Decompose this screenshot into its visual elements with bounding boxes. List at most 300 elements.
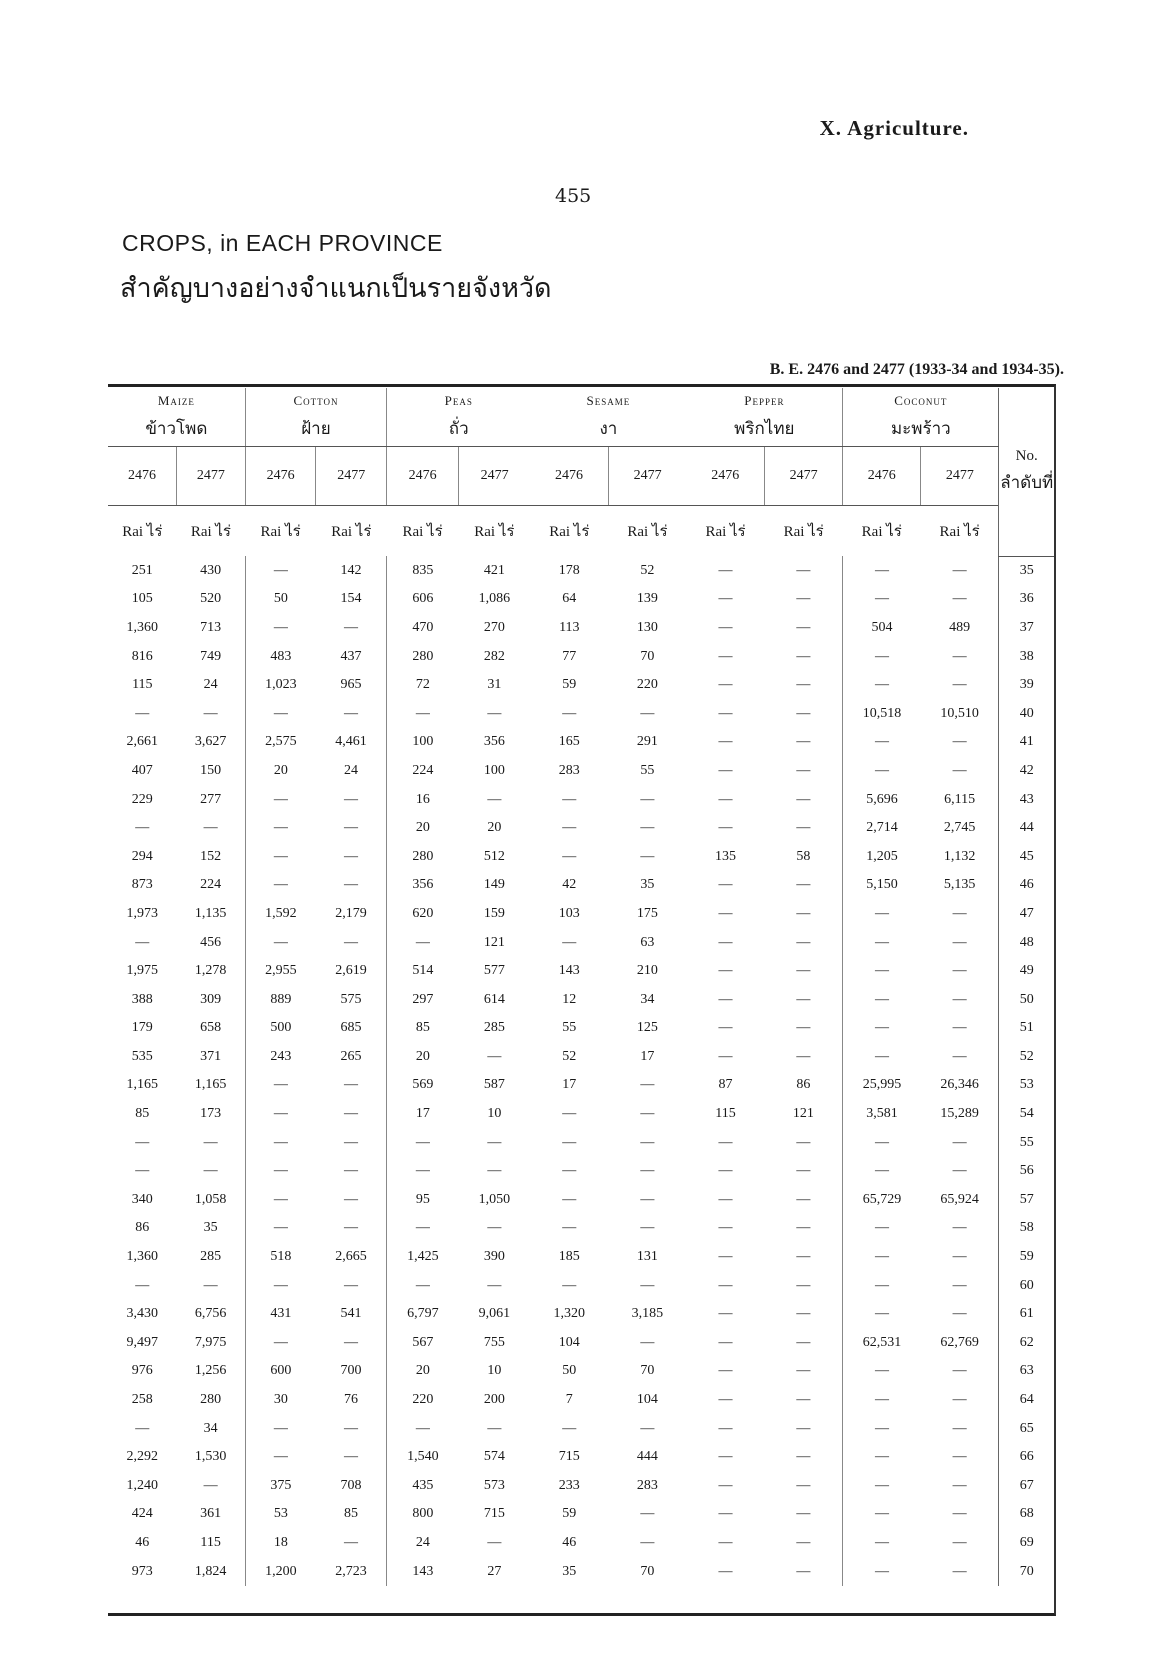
table-cell: 294: [131, 848, 153, 864]
table-cell: —: [718, 1392, 733, 1408]
table-cell: 52: [562, 1048, 577, 1064]
table-row: [108, 1386, 1054, 1415]
table-cell: —: [387, 928, 459, 957]
table-cell: —: [718, 1220, 733, 1236]
table-cell: —: [952, 1020, 967, 1036]
table-cell: 95: [387, 1186, 459, 1215]
table-cell: —: [718, 591, 733, 607]
row-number-cell: 64: [999, 1386, 1054, 1415]
table-cell: 12: [562, 991, 577, 1007]
table-cell: 85: [387, 1014, 459, 1043]
table-cell: 46: [135, 1534, 150, 1550]
table-cell: 77: [562, 648, 577, 664]
table-row: [108, 556, 1054, 585]
page-number: 455: [555, 185, 592, 207]
table-cell: —: [796, 791, 811, 807]
table-cell: —: [843, 642, 921, 671]
table-cell: —: [245, 842, 316, 871]
table-cell: —: [203, 1134, 218, 1150]
table-cell: —: [203, 1277, 218, 1293]
table-cell: 407: [131, 762, 153, 778]
table-cell: —: [718, 1420, 733, 1436]
table-cell: 535: [131, 1048, 153, 1064]
table-cell: —: [718, 1277, 733, 1293]
crop-header-pepper: [686, 388, 842, 447]
table-cell: —: [796, 1048, 811, 1064]
table-cell: 16: [387, 785, 459, 814]
table-cell: 72: [387, 671, 459, 700]
table-cell: —: [952, 734, 967, 750]
table-cell: 103: [558, 905, 580, 921]
table-cell: 285: [200, 1249, 222, 1265]
table-cell: 500: [245, 1014, 316, 1043]
table-row: [108, 1243, 1054, 1272]
row-number-cell: 47: [999, 900, 1054, 929]
table-cell: —: [344, 1163, 359, 1179]
row-number-cell: 36: [999, 585, 1054, 614]
crop-name-th: ข้าวโพด: [145, 418, 208, 439]
table-cell: 283: [636, 1477, 658, 1493]
table-cell: 1,278: [194, 963, 227, 979]
table-cell: —: [952, 1534, 967, 1550]
table-cell: —: [344, 705, 359, 721]
table-row: [108, 1357, 1054, 1386]
unit-header-cell: Rai ไร่: [122, 524, 163, 540]
table-cell: —: [796, 877, 811, 893]
table-row: [108, 871, 1054, 900]
table-cell: —: [245, 1329, 316, 1358]
year-range: B. E. 2476 and 2477 (1933-34 and 1934-35).: [769, 361, 1064, 378]
table-cell: —: [344, 934, 359, 950]
table-cell: 30: [245, 1386, 316, 1415]
table-cell: —: [640, 1420, 655, 1436]
table-cell: 159: [483, 905, 505, 921]
table-cell: 835: [387, 556, 459, 585]
table-cell: 24: [387, 1529, 459, 1558]
table-cell: 575: [340, 991, 362, 1007]
table-cell: 104: [558, 1334, 580, 1350]
table-cell: —: [718, 934, 733, 950]
table-cell: —: [796, 1420, 811, 1436]
table-cell: 34: [640, 991, 655, 1007]
table-cell: 135: [715, 848, 737, 864]
table-cell: 173: [200, 1106, 222, 1122]
table-cell: 3,430: [126, 1306, 159, 1322]
table-cell: —: [135, 705, 150, 721]
table-cell: —: [796, 1220, 811, 1236]
table-cell: —: [487, 1420, 502, 1436]
crop-name-th: ฝ้าย: [301, 418, 331, 439]
table-cell: —: [562, 848, 577, 864]
table-cell: 63: [640, 934, 655, 950]
table-cell: —: [718, 562, 733, 578]
table-cell: —: [952, 762, 967, 778]
table-row: [108, 1300, 1054, 1329]
table-cell: —: [843, 728, 921, 757]
crop-name-th: ถั่ว: [448, 418, 469, 439]
unit-header-cell: Rai ไร่: [705, 524, 746, 540]
table-cell: —: [245, 1271, 316, 1300]
table-cell: 62,531: [843, 1329, 921, 1358]
table-cell: —: [135, 1134, 150, 1150]
row-number-cell: 58: [999, 1214, 1054, 1243]
unit-header-cell: Rai ไร่: [939, 524, 980, 540]
year-header-cell: 2477: [458, 447, 530, 506]
table-cell: 816: [131, 648, 153, 664]
crop-header-maize: [108, 388, 245, 447]
table-cell: —: [203, 1163, 218, 1179]
table-cell: —: [796, 562, 811, 578]
table-cell: 105: [131, 591, 153, 607]
table-cell: 125: [636, 1020, 658, 1036]
crop-name-en: Peas: [444, 392, 473, 408]
table-cell: —: [843, 585, 921, 614]
table-cell: —: [135, 934, 150, 950]
row-number-cell: 62: [999, 1329, 1054, 1358]
table-cell: —: [952, 1420, 967, 1436]
table-cell: —: [718, 820, 733, 836]
year-header-cell: 2477: [608, 447, 686, 506]
table-row: [108, 1186, 1054, 1215]
table-cell: 658: [200, 1020, 222, 1036]
crop-header-peas: [387, 388, 531, 447]
table-cell: —: [562, 1106, 577, 1122]
table-cell: 444: [636, 1449, 658, 1465]
table-cell: 2,955: [245, 957, 316, 986]
table-cell: 113: [559, 619, 580, 635]
table-cell: 139: [636, 591, 658, 607]
row-number-cell: 56: [999, 1157, 1054, 1186]
table-cell: —: [640, 820, 655, 836]
table-cell: 1,165: [194, 1077, 227, 1093]
table-cell: —: [640, 1534, 655, 1550]
table-cell: 149: [483, 877, 505, 893]
table-cell: 87: [718, 1077, 733, 1093]
row-number-cell: 37: [999, 614, 1054, 643]
table-cell: 86: [796, 1077, 811, 1093]
table-cell: 574: [483, 1449, 505, 1465]
table-cell: —: [245, 556, 316, 585]
table-cell: —: [718, 877, 733, 893]
table-cell: 388: [131, 991, 153, 1007]
table-cell: —: [562, 1191, 577, 1207]
year-header-cell: 2476: [108, 447, 177, 506]
table-cell: —: [344, 1220, 359, 1236]
table-cell: —: [344, 1134, 359, 1150]
table-cell: 800: [387, 1500, 459, 1529]
table-cell: 371: [200, 1048, 222, 1064]
table-cell: —: [796, 1363, 811, 1379]
table-cell: 309: [200, 991, 222, 1007]
table-cell: 42: [562, 877, 577, 893]
table-cell: 2,292: [126, 1449, 159, 1465]
table-row: [108, 1500, 1054, 1529]
table-cell: 115: [715, 1106, 736, 1122]
table-row: [108, 1071, 1054, 1100]
table-cell: 1,058: [194, 1191, 227, 1207]
row-number-cell: 49: [999, 957, 1054, 986]
table-cell: 178: [558, 562, 580, 578]
table-cell: —: [843, 1157, 921, 1186]
crop-header-cotton: [245, 388, 386, 447]
table-cell: 1,205: [843, 842, 921, 871]
table-cell: 152: [200, 848, 222, 864]
table-cell: —: [843, 1271, 921, 1300]
table-cell: —: [245, 814, 316, 843]
table-cell: 577: [483, 963, 505, 979]
table-cell: 600: [245, 1357, 316, 1386]
table-cell: —: [796, 677, 811, 693]
table-cell: 541: [340, 1306, 362, 1322]
row-number-cell: 48: [999, 928, 1054, 957]
table-cell: 1,023: [245, 671, 316, 700]
table-cell: —: [562, 1420, 577, 1436]
row-number-cell: 42: [999, 757, 1054, 786]
table-cell: 229: [131, 791, 153, 807]
table-cell: 24: [203, 677, 218, 693]
page-title-thai: สำคัญบางอย่างจำแนกเป็นรายจังหวัด: [120, 273, 552, 304]
table-cell: 1,824: [194, 1563, 227, 1579]
table-cell: 424: [131, 1506, 153, 1522]
table-cell: 1,165: [126, 1077, 159, 1093]
table-cell: 2,179: [335, 905, 367, 921]
table-cell: —: [843, 928, 921, 957]
table-cell: —: [135, 1277, 150, 1293]
table-cell: 755: [483, 1334, 505, 1350]
row-number-cell: 45: [999, 842, 1054, 871]
row-number-cell: 51: [999, 1014, 1054, 1043]
table-cell: 700: [340, 1363, 362, 1379]
table-cell: —: [562, 934, 577, 950]
table-cell: 713: [200, 619, 222, 635]
table-cell: 7,975: [194, 1334, 227, 1350]
table-cell: —: [952, 562, 967, 578]
crop-name-en: Pepper: [744, 392, 785, 408]
table-cell: 361: [200, 1506, 222, 1522]
table-cell: 356: [483, 734, 505, 750]
table-cell: —: [245, 1071, 316, 1100]
table-cell: 27: [487, 1563, 502, 1579]
table-cell: —: [718, 1249, 733, 1265]
table-cell: 340: [131, 1191, 153, 1207]
table-cell: 59: [562, 1506, 577, 1522]
row-number-cell: 54: [999, 1100, 1054, 1129]
row-number-cell: 67: [999, 1472, 1054, 1501]
table-cell: 285: [483, 1020, 505, 1036]
table-cell: 1,973: [126, 905, 159, 921]
year-header-cell: 2477: [765, 447, 843, 506]
table-row: [108, 671, 1054, 700]
row-number-cell: 53: [999, 1071, 1054, 1100]
table-cell: —: [796, 1277, 811, 1293]
table-cell: 1,135: [194, 905, 227, 921]
table-cell: —: [843, 1214, 921, 1243]
table-cell: —: [718, 905, 733, 921]
table-cell: —: [718, 1363, 733, 1379]
table-cell: 34: [203, 1420, 218, 1436]
table-cell: 1,425: [387, 1243, 459, 1272]
table-cell: —: [640, 1163, 655, 1179]
table-cell: 512: [483, 848, 505, 864]
table-cell: —: [843, 1243, 921, 1272]
table-cell: —: [640, 1191, 655, 1207]
table-cell: 115: [132, 677, 153, 693]
page-title: CROPS, in EACH PROVINCE: [122, 230, 443, 256]
table-cell: 489: [949, 619, 971, 635]
table-cell: —: [640, 791, 655, 807]
table-cell: —: [487, 1220, 502, 1236]
table-cell: 70: [640, 648, 655, 664]
table-cell: —: [245, 871, 316, 900]
table-cell: 143: [387, 1557, 459, 1586]
table-row: [108, 1329, 1054, 1358]
table-cell: —: [796, 991, 811, 1007]
table-cell: 143: [558, 963, 580, 979]
row-number-cell: 70: [999, 1557, 1054, 1586]
table-cell: —: [344, 1277, 359, 1293]
table-cell: —: [796, 1163, 811, 1179]
table-cell: —: [344, 820, 359, 836]
table-cell: 17: [562, 1077, 577, 1093]
table-cell: 356: [387, 871, 459, 900]
table-row: [108, 1043, 1054, 1072]
table-cell: 1,975: [126, 963, 159, 979]
table-cell: 150: [200, 762, 222, 778]
table-cell: 50: [245, 585, 316, 614]
table-row: [108, 1271, 1054, 1300]
table-cell: —: [796, 1506, 811, 1522]
table-cell: —: [562, 1163, 577, 1179]
table-cell: —: [796, 648, 811, 664]
table-row: [108, 1557, 1054, 1586]
table-cell: —: [796, 591, 811, 607]
table-cell: —: [344, 848, 359, 864]
unit-header-cell: Rai ไร่: [783, 524, 824, 540]
table-cell: —: [843, 1357, 921, 1386]
table-cell: —: [387, 1214, 459, 1243]
row-number-cell: 60: [999, 1271, 1054, 1300]
table-row: [108, 1529, 1054, 1558]
row-number-cell: 41: [999, 728, 1054, 757]
year-header-cell: 2476: [686, 447, 764, 506]
table-cell: —: [952, 991, 967, 1007]
table-cell: 456: [200, 934, 222, 950]
table-cell: 1,240: [126, 1477, 159, 1493]
table-cell: —: [952, 1306, 967, 1322]
table-cell: 569: [387, 1071, 459, 1100]
table-cell: 708: [340, 1477, 362, 1493]
table-cell: 9,061: [478, 1306, 511, 1322]
row-number-cell: 63: [999, 1357, 1054, 1386]
table-cell: 9,497: [126, 1334, 159, 1350]
table-cell: —: [843, 671, 921, 700]
unit-header-row: [108, 506, 1054, 557]
table-cell: 15,289: [940, 1106, 979, 1122]
table-cell: 76: [344, 1392, 359, 1408]
table-cell: 154: [340, 591, 362, 607]
table-cell: 470: [387, 614, 459, 643]
crop-name-en: Coconut: [894, 392, 948, 408]
table-cell: 17: [387, 1100, 459, 1129]
table-cell: —: [245, 1186, 316, 1215]
table-cell: 175: [636, 905, 658, 921]
table-cell: 1,360: [126, 619, 159, 635]
row-number-cell: 52: [999, 1043, 1054, 1072]
crops-table: [108, 388, 1054, 1586]
table-cell: —: [640, 1106, 655, 1122]
table-cell: 55: [640, 762, 655, 778]
table-cell: —: [245, 1214, 316, 1243]
table-cell: 431: [245, 1300, 316, 1329]
table-cell: —: [344, 619, 359, 635]
table-row: [108, 642, 1054, 671]
table-cell: —: [952, 1163, 967, 1179]
table-cell: —: [952, 1277, 967, 1293]
table-cell: 1,320: [553, 1306, 586, 1322]
unit-header-cell: Rai ไร่: [549, 524, 590, 540]
table-cell: 606: [387, 585, 459, 614]
row-number-cell: 40: [999, 699, 1054, 728]
table-cell: —: [718, 1534, 733, 1550]
table-cell: —: [718, 1048, 733, 1064]
table-cell: 280: [387, 842, 459, 871]
table-cell: —: [952, 1392, 967, 1408]
table-cell: —: [796, 1477, 811, 1493]
table-cell: 70: [640, 1563, 655, 1579]
table-cell: —: [245, 1157, 316, 1186]
table-cell: 20: [487, 820, 502, 836]
table-cell: —: [843, 757, 921, 786]
table-cell: 210: [636, 963, 658, 979]
table-cell: —: [640, 1134, 655, 1150]
table-cell: 1,200: [245, 1557, 316, 1586]
table-cell: 518: [245, 1243, 316, 1272]
table-cell: 620: [387, 900, 459, 929]
year-header-cell: 2476: [387, 447, 459, 506]
row-number-cell: 55: [999, 1128, 1054, 1157]
unit-header-cell: Rai ไร่: [627, 524, 668, 540]
table-row: [108, 1128, 1054, 1157]
table-cell: —: [487, 791, 502, 807]
table-cell: 20: [387, 1357, 459, 1386]
table-cell: 18: [245, 1529, 316, 1558]
table-cell: —: [952, 1249, 967, 1265]
table-cell: 55: [562, 1020, 577, 1036]
table-cell: 251: [131, 562, 153, 578]
table-cell: 35: [640, 877, 655, 893]
table-cell: 243: [245, 1043, 316, 1072]
table-cell: —: [203, 1477, 218, 1493]
table-cell: 165: [558, 734, 580, 750]
table-row: [108, 842, 1054, 871]
table-cell: —: [843, 1500, 921, 1529]
table-cell: 10,518: [843, 699, 921, 728]
table-row: [108, 585, 1054, 614]
table-cell: —: [640, 848, 655, 864]
row-number-cell: 65: [999, 1414, 1054, 1443]
table-cell: 220: [636, 677, 658, 693]
table-cell: 7: [565, 1392, 573, 1408]
table-cell: 5,135: [943, 877, 976, 893]
table-cell: 31: [487, 677, 502, 693]
table-row: [108, 900, 1054, 929]
table-cell: 280: [387, 642, 459, 671]
table-cell: 59: [562, 677, 577, 693]
table-cell: 749: [200, 648, 222, 664]
table-cell: 65,924: [940, 1191, 979, 1207]
table-cell: —: [203, 705, 218, 721]
table-cell: 614: [483, 991, 505, 1007]
